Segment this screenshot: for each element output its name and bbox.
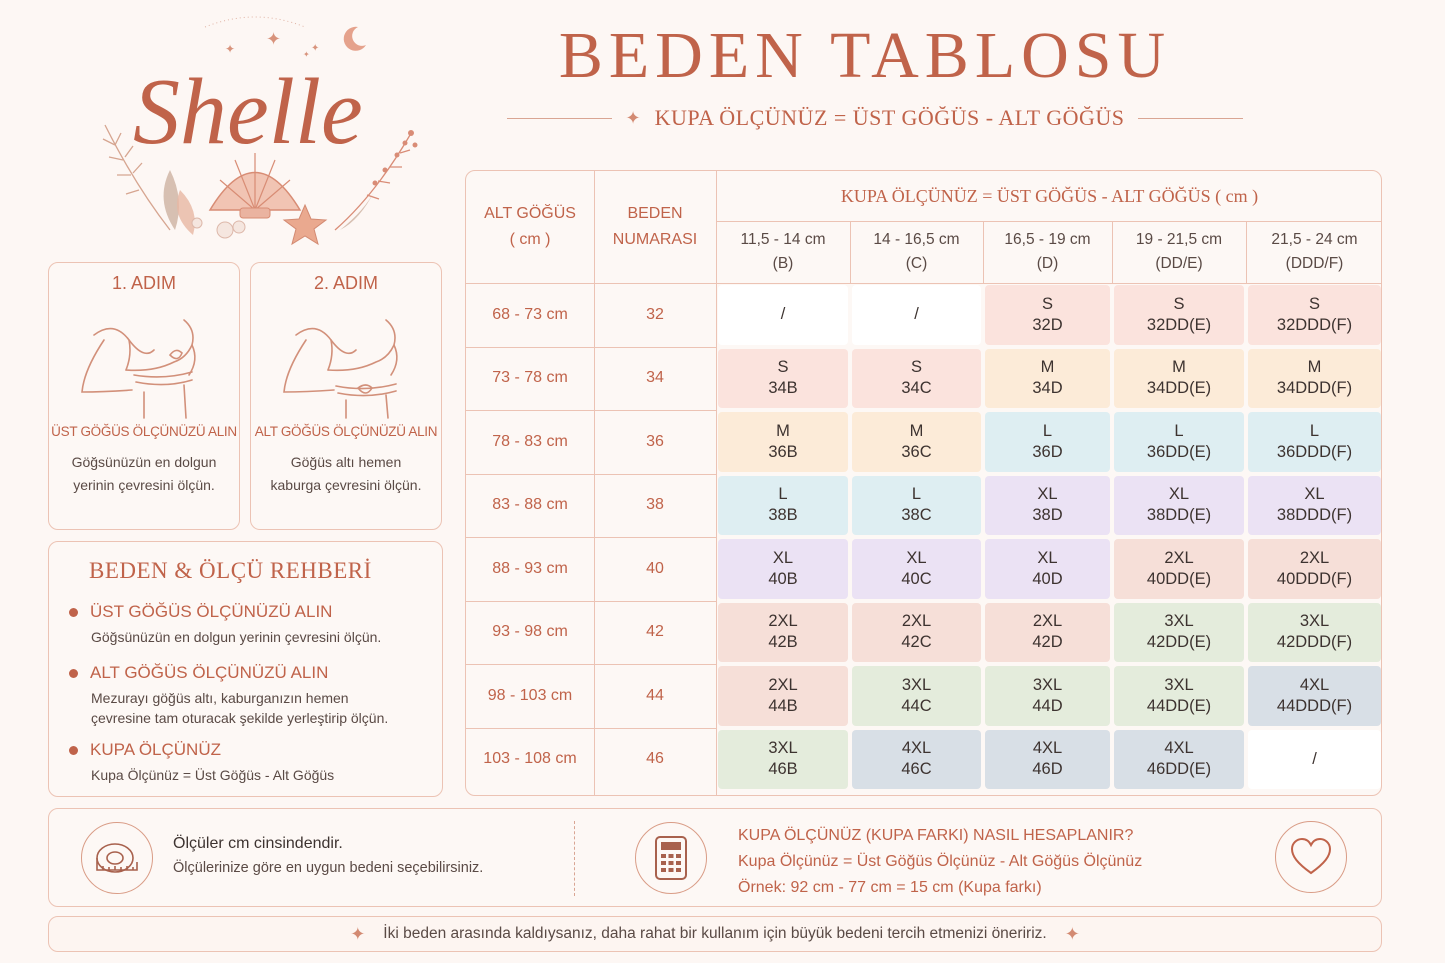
svg-text:✦: ✦ xyxy=(266,29,282,49)
tape-measure-icon xyxy=(81,822,153,894)
band-cell xyxy=(466,283,594,347)
size-label: L xyxy=(1309,421,1320,440)
header-line: BEDEN xyxy=(627,205,683,222)
divider-line xyxy=(1138,118,1243,119)
size-number-cell xyxy=(594,410,716,474)
size-label: L xyxy=(1174,421,1184,440)
size-code: 42D xyxy=(1032,633,1063,652)
size-cell[interactable] xyxy=(718,349,848,409)
size-code: 42C xyxy=(901,633,932,652)
step-title: 2. ADIM xyxy=(313,273,379,293)
size-label: S xyxy=(910,358,922,377)
footer-text: İki beden arasında kaldıysanız, daha rahat bir kullanım için büyük bedeni tercih etmenizi öneririz. xyxy=(383,925,1047,942)
size-number-cell xyxy=(594,347,716,411)
size-code: 44DD(E) xyxy=(1146,696,1212,715)
step-caption: ALT GÖĞÜS ÖLÇÜNÜZÜ ALIN xyxy=(254,424,438,439)
step-caption: ÜST GÖĞÜS ÖLÇÜNÜZÜ ALIN xyxy=(51,424,237,439)
guide-item xyxy=(69,740,422,785)
size-cell[interactable] xyxy=(985,349,1110,409)
column-header-alt-gogus xyxy=(466,171,594,283)
size-label: XL xyxy=(772,548,794,567)
band-value: 88 - 93 cm xyxy=(492,559,568,577)
size-label: 2XL xyxy=(1299,548,1330,567)
size-label: 4XL xyxy=(901,739,932,758)
size-cell[interactable] xyxy=(1248,476,1381,536)
size-number: 42 xyxy=(646,623,664,641)
size-code: 36DDD(F) xyxy=(1276,442,1353,461)
footer-note xyxy=(48,916,1382,952)
size-cell[interactable] xyxy=(718,412,848,472)
band-cell xyxy=(466,347,594,411)
size-label: M xyxy=(776,421,790,440)
cup-letter: (C) xyxy=(905,255,928,272)
size-label: S xyxy=(777,358,789,377)
size-cell[interactable] xyxy=(1114,666,1244,726)
size-code: 38DD(E) xyxy=(1146,506,1212,525)
under-bust-measure-icon xyxy=(276,300,416,420)
size-number: 36 xyxy=(646,432,664,450)
size-cell[interactable] xyxy=(1248,412,1381,472)
cup-range: 16,5 - 19 cm xyxy=(1004,231,1091,248)
size-code: 42DD(E) xyxy=(1146,633,1212,652)
step-description-line: Göğüs altı hemen xyxy=(290,454,402,470)
cup-range: 19 - 21,5 cm xyxy=(1135,231,1223,248)
size-cell[interactable] xyxy=(1114,539,1244,599)
size-cell[interactable] xyxy=(852,412,981,472)
guide-item-body: Mezurayı göğüs altı, kaburganızın hemen xyxy=(91,690,349,706)
size-label: 2XL xyxy=(901,612,932,631)
upper-bust-measure-icon xyxy=(74,300,214,420)
bullet-icon xyxy=(69,669,78,678)
size-number-cell xyxy=(594,474,716,538)
grid-line xyxy=(1112,221,1113,283)
grid-line xyxy=(1246,221,1247,283)
size-cell[interactable] xyxy=(718,285,848,345)
size-label: 3XL xyxy=(768,739,798,758)
size-label: M xyxy=(1172,358,1186,377)
calc-formula: Kupa Ölçünüz = Üst Göğüs Ölçünüz - Alt Göğüs Ölçünüz xyxy=(738,853,1143,870)
size-cell[interactable] xyxy=(852,603,981,663)
size-label: / xyxy=(914,305,919,324)
size-cell[interactable] xyxy=(985,412,1110,472)
size-code: 38C xyxy=(901,506,932,525)
size-code: 44D xyxy=(1032,696,1063,715)
size-label: 3XL xyxy=(1299,612,1330,631)
size-cell[interactable] xyxy=(1248,666,1381,726)
size-number: 40 xyxy=(646,559,664,577)
cup-range: 14 - 16,5 cm xyxy=(873,231,960,248)
size-cell[interactable] xyxy=(718,603,848,663)
size-label: 2XL xyxy=(768,675,798,694)
size-label: 3XL xyxy=(1164,612,1194,631)
size-label: 3XL xyxy=(1032,675,1063,694)
size-code: 42B xyxy=(768,633,798,652)
size-cell[interactable] xyxy=(1248,539,1381,599)
step-description xyxy=(49,451,239,497)
size-code: 40B xyxy=(768,569,798,588)
svg-text:✦: ✦ xyxy=(225,42,236,56)
cup-column-header xyxy=(716,221,850,283)
bullet-icon xyxy=(69,608,78,617)
size-code: 38D xyxy=(1032,506,1063,525)
size-code: 46D xyxy=(1032,760,1063,779)
size-label: 2XL xyxy=(1032,612,1063,631)
group-header-text: KUPA ÖLÇÜNÜZ = ÜST GÖĞÜS - ALT GÖĞÜS ( cm ) xyxy=(840,186,1259,206)
size-code: 40C xyxy=(901,569,932,588)
size-code: 34DD(E) xyxy=(1146,379,1212,398)
size-code: 38B xyxy=(768,506,798,525)
guide-item-heading: ÜST GÖĞÜS ÖLÇÜNÜZÜ ALIN xyxy=(90,602,333,621)
sparkle-icon: ✦ xyxy=(350,923,366,944)
size-number: 32 xyxy=(646,305,664,323)
size-label: M xyxy=(1040,358,1055,377)
size-code: 32DD(E) xyxy=(1146,315,1212,334)
size-code: 46DD(E) xyxy=(1146,760,1212,779)
size-cell[interactable] xyxy=(718,539,848,599)
page-subtitle: KUPA ÖLÇÜNÜZ = ÜST GÖĞÜS - ALT GÖĞÜS xyxy=(654,105,1125,130)
header-line: ALT GÖĞÜS xyxy=(484,205,576,222)
svg-text:✦: ✦ xyxy=(311,43,320,54)
size-code: 32DDD(F) xyxy=(1276,315,1353,334)
column-group-header-kupa xyxy=(716,171,1382,221)
cup-column-header xyxy=(1246,221,1382,283)
guide-item xyxy=(69,602,422,647)
step-description-line: kaburga çevresini ölçün. xyxy=(270,477,422,493)
info-bar xyxy=(48,808,1382,907)
size-cell[interactable] xyxy=(852,349,981,409)
size-label: / xyxy=(1312,749,1317,768)
size-cell[interactable] xyxy=(1114,476,1244,536)
size-cell[interactable] xyxy=(1114,412,1244,472)
size-code: 46B xyxy=(768,760,798,779)
size-code: 38DDD(F) xyxy=(1276,506,1353,525)
step-description-line: Göğsünüzün en dolgun xyxy=(71,454,217,470)
size-code: 36B xyxy=(768,442,798,461)
size-cell[interactable] xyxy=(1114,603,1244,663)
size-cell[interactable] xyxy=(985,285,1110,345)
size-cell[interactable] xyxy=(1248,285,1381,345)
size-label: 3XL xyxy=(1164,675,1194,694)
grid-line xyxy=(716,171,717,796)
guide-title: BEDEN & ÖLÇÜ REHBERİ xyxy=(89,558,372,583)
grid-line xyxy=(716,221,1382,222)
size-label: 2XL xyxy=(768,612,798,631)
calc-title: KUPA ÖLÇÜNÜZ (KUPA FARKI) NASIL HESAPLANIR? xyxy=(738,827,1134,844)
size-label: S xyxy=(1041,294,1053,313)
size-code: 32D xyxy=(1032,315,1063,334)
band-value: 103 - 108 cm xyxy=(483,750,577,768)
cup-range: 11,5 - 14 cm xyxy=(740,231,826,248)
size-cell[interactable] xyxy=(985,476,1110,536)
band-cell xyxy=(466,664,594,728)
band-value: 98 - 103 cm xyxy=(487,686,573,704)
calc-example: Örnek: 92 cm - 77 cm = 15 cm (Kupa farkı) xyxy=(738,879,1042,896)
guide-item-body: Kupa Ölçünüz = Üst Göğüs - Alt Göğüs xyxy=(91,767,335,783)
sparkle-icon: ✦ xyxy=(1064,923,1080,944)
size-number-cell xyxy=(594,537,716,601)
size-number-cell xyxy=(594,664,716,728)
size-label: L xyxy=(1042,421,1053,440)
size-cell[interactable] xyxy=(718,730,848,790)
band-value: 78 - 83 cm xyxy=(492,432,568,450)
size-label: 3XL xyxy=(901,675,932,694)
size-label: / xyxy=(780,305,786,324)
step-card-2 xyxy=(250,262,442,530)
size-cell[interactable] xyxy=(1114,349,1244,409)
info-divider xyxy=(574,821,575,896)
band-value: 93 - 98 cm xyxy=(492,623,568,641)
cup-range: 21,5 - 24 cm xyxy=(1271,231,1358,248)
size-label: S xyxy=(1308,294,1320,313)
size-code: 34B xyxy=(768,379,798,398)
bullet-icon xyxy=(69,746,78,755)
size-guide-card xyxy=(48,541,443,797)
size-cell[interactable] xyxy=(985,539,1110,599)
guide-item-heading: KUPA ÖLÇÜNÜZ xyxy=(90,740,221,759)
units-description: Ölçülerinize göre en uygun bedeni seçebilirsiniz. xyxy=(173,860,484,876)
calculator-icon xyxy=(635,822,707,894)
size-cell[interactable] xyxy=(985,603,1110,663)
heart-icon xyxy=(1275,821,1347,893)
cup-letter: (DDD/F) xyxy=(1285,255,1344,272)
size-cell[interactable] xyxy=(1248,603,1381,663)
size-code: 40DDD(F) xyxy=(1276,569,1353,588)
size-code: 40D xyxy=(1032,569,1063,588)
sparkle-icon: ✦ xyxy=(625,107,641,128)
size-cell[interactable] xyxy=(985,666,1110,726)
size-cell[interactable] xyxy=(852,730,981,790)
size-cell[interactable] xyxy=(1248,349,1381,409)
band-value: 83 - 88 cm xyxy=(492,496,568,514)
cup-letter: (D) xyxy=(1036,255,1059,272)
size-label: XL xyxy=(906,548,927,567)
size-table xyxy=(465,170,1382,796)
size-code: 40DD(E) xyxy=(1146,569,1212,588)
size-cell[interactable] xyxy=(1114,730,1244,790)
header-line: NUMARASI xyxy=(612,231,698,248)
size-cell[interactable] xyxy=(852,666,981,726)
step-title: 1. ADIM xyxy=(111,273,177,293)
brand-logo xyxy=(75,5,435,250)
size-number-cell xyxy=(594,283,716,347)
band-cell xyxy=(466,410,594,474)
band-cell xyxy=(466,601,594,665)
band-cell xyxy=(466,537,594,601)
size-cell[interactable] xyxy=(718,476,848,536)
size-number: 34 xyxy=(646,369,664,387)
size-label: 4XL xyxy=(1032,739,1063,758)
size-code: 42DDD(F) xyxy=(1276,633,1353,652)
size-label: M xyxy=(1307,358,1322,377)
size-label: L xyxy=(778,485,788,504)
guide-item-body: çevresine tam oturacak şekilde yerleştirip ölçün. xyxy=(91,710,389,726)
cup-column-header xyxy=(850,221,983,283)
step-description xyxy=(251,451,441,497)
size-number: 46 xyxy=(646,750,664,768)
page-title: BEDEN TABLOSU xyxy=(558,19,1172,92)
guide-item-heading: ALT GÖĞÜS ÖLÇÜNÜZÜ ALIN xyxy=(90,663,329,682)
cup-column-header xyxy=(983,221,1112,283)
svg-text:✦: ✦ xyxy=(303,50,310,59)
size-code: 36D xyxy=(1032,442,1063,461)
band-cell xyxy=(466,728,594,792)
size-label: 4XL xyxy=(1164,739,1194,758)
size-number-cell xyxy=(594,728,716,792)
size-code: 46C xyxy=(901,760,932,779)
size-code: 36C xyxy=(901,442,932,461)
size-cell[interactable] xyxy=(852,476,981,536)
grid-line xyxy=(850,221,851,283)
size-cell[interactable] xyxy=(985,730,1110,790)
step-description-line: yerinin çevresini ölçün. xyxy=(73,477,215,493)
size-code: 34DDD(F) xyxy=(1276,379,1353,398)
band-cell xyxy=(466,474,594,538)
size-number: 44 xyxy=(646,686,664,704)
size-cell[interactable] xyxy=(852,539,981,599)
size-code: 34D xyxy=(1032,379,1063,398)
size-number: 38 xyxy=(646,496,664,514)
header-line: ( cm ) xyxy=(509,231,551,248)
subtitle-row xyxy=(480,100,1270,136)
size-code: 36DD(E) xyxy=(1146,442,1212,461)
size-cell[interactable] xyxy=(852,285,981,345)
guide-item xyxy=(69,663,422,728)
cup-letter: (DD/E) xyxy=(1155,255,1203,272)
brand-logo-text: Shelle xyxy=(133,60,363,164)
units-title: Ölçüler cm cinsindendir. xyxy=(173,835,343,852)
guide-item-body: Göğsünüzün en dolgun yerinin çevresini ölçün. xyxy=(91,629,382,645)
size-code: 44B xyxy=(768,696,798,715)
column-header-beden-numarasi xyxy=(594,171,716,283)
size-label: S xyxy=(1173,294,1185,313)
size-cell[interactable] xyxy=(1114,285,1244,345)
size-label: XL xyxy=(1037,485,1058,504)
size-label: 4XL xyxy=(1299,675,1330,694)
size-label: XL xyxy=(1168,485,1190,504)
size-code: 34C xyxy=(901,379,932,398)
band-value: 68 - 73 cm xyxy=(492,305,568,323)
size-label: M xyxy=(909,421,924,440)
size-label: XL xyxy=(1304,485,1325,504)
size-label: XL xyxy=(1037,548,1058,567)
cup-letter: (B) xyxy=(772,255,794,272)
size-cell[interactable] xyxy=(718,666,848,726)
size-label: 2XL xyxy=(1164,548,1194,567)
cup-column-header xyxy=(1112,221,1246,283)
size-code: 44DDD(F) xyxy=(1276,696,1353,715)
band-value: 73 - 78 cm xyxy=(492,369,568,387)
size-cell[interactable] xyxy=(1248,730,1381,790)
size-code: 44C xyxy=(901,696,932,715)
step-card-1 xyxy=(48,262,240,530)
size-number-cell xyxy=(594,601,716,665)
size-label: L xyxy=(911,485,922,504)
grid-line xyxy=(983,221,984,283)
divider-line xyxy=(507,118,612,119)
